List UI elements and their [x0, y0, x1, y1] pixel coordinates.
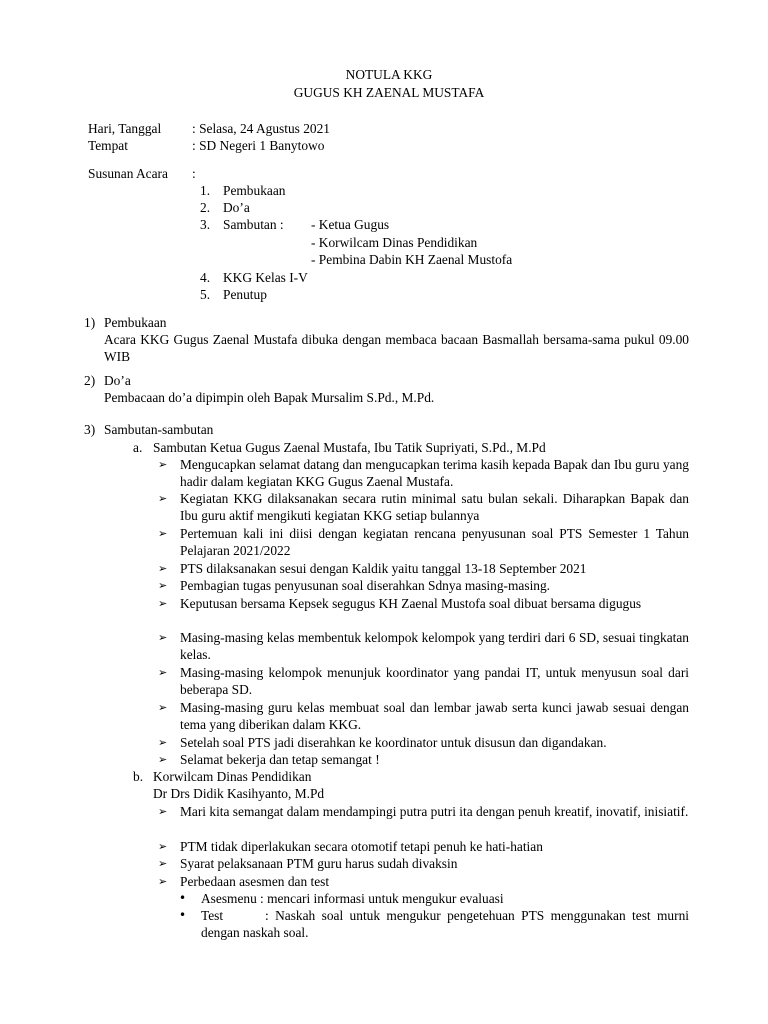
- agenda-item: Do’a: [223, 200, 250, 215]
- list-item: PTS dilaksanakan sesui dengan Kaldik yaitu tanggal 13-18 September 2021: [180, 561, 587, 576]
- section-number: 3): [84, 422, 96, 437]
- arrow-bullet-icon: ➢: [158, 753, 168, 766]
- place-label: Tempat: [88, 138, 128, 153]
- agenda-item: KKG Kelas I-V: [223, 270, 308, 285]
- arrow-bullet-icon: ➢: [158, 805, 168, 818]
- list-item: Pembagian tugas penyusunan soal diserahkan Sdnya masing-masing.: [180, 578, 551, 593]
- agenda-num: 3.: [200, 217, 211, 232]
- arrow-bullet-icon: ➢: [158, 597, 168, 610]
- agenda-item: Sambutan :: [223, 217, 284, 232]
- arrow-bullet-icon: ➢: [158, 527, 168, 540]
- day-value: : Selasa, 24 Agustus 2021: [192, 121, 330, 136]
- list-item: Selamat bekerja dan tetap semangat !: [180, 752, 380, 767]
- place-value: : SD Negeri 1 Banytowo: [192, 138, 325, 153]
- arrow-bullet-icon: ➢: [158, 857, 168, 870]
- section-heading: Sambutan-sambutan: [104, 422, 214, 437]
- agenda-item: Pembukaan: [223, 183, 286, 198]
- agenda-label: Susunan Acara: [88, 166, 168, 181]
- arrow-bullet-icon: ➢: [158, 840, 168, 853]
- list-item: Syarat pelaksanaan PTM guru harus sudah divaksin: [180, 856, 458, 871]
- arrow-bullet-icon: ➢: [158, 631, 168, 644]
- list-item: Masing-masing guru kelas membuat soal dan lembar jawab serta kunci jawab sesuai dengan tema yang diberikan dalam KKG.: [180, 700, 689, 733]
- definition-text: : Naskah soal untuk mengukur pengetehuan PTS menggunakan test murni dengan naskah soal.: [201, 908, 689, 941]
- speaker-name: Dr Drs Didik Kasihyanto, M.Pd: [153, 786, 325, 801]
- arrow-bullet-icon: ➢: [158, 736, 168, 749]
- agenda-colon: :: [192, 166, 196, 181]
- sublist-label: a.: [133, 440, 143, 455]
- day-label: Hari, Tanggal: [88, 121, 162, 136]
- arrow-bullet-icon: ➢: [158, 666, 168, 679]
- list-item: Pertemuan kali ini diisi dengan kegiatan rencana penyusunan soal PTS Semester 1 Tahun Pelajaran 2021/2022: [180, 526, 689, 559]
- sublist-label: b.: [133, 769, 144, 784]
- speaker-item: - Ketua Gugus: [311, 217, 390, 232]
- section-number: 1): [84, 315, 96, 330]
- section-body: Pembacaan do’a dipimpin oleh Bapak Mursalim S.Pd., M.Pd.: [104, 390, 435, 405]
- document-title: NOTULA KKG: [345, 67, 433, 82]
- list-item: Setelah soal PTS jadi diserahkan ke koordinator untuk disusun dan digandakan.: [180, 735, 607, 750]
- section-heading: Pembukaan: [104, 315, 167, 330]
- list-item: Keputusan bersama Kepsek segugus KH Zaenal Mustofa soal dibuat bersama digugus: [180, 596, 642, 611]
- agenda-num: 1.: [200, 183, 211, 198]
- agenda-item: Penutup: [223, 287, 267, 302]
- arrow-bullet-icon: ➢: [158, 492, 168, 505]
- section-heading: Do’a: [104, 373, 131, 388]
- sublist-heading: Korwilcam Dinas Pendidikan: [153, 769, 312, 784]
- agenda-num: 4.: [200, 270, 211, 285]
- agenda-num: 5.: [200, 287, 211, 302]
- sublist-heading: Sambutan Ketua Gugus Zaenal Mustafa, Ibu Tatik Supriyati, S.Pd., M.Pd: [153, 440, 546, 455]
- document-subtitle: GUGUS KH ZAENAL MUSTAFA: [293, 85, 485, 100]
- arrow-bullet-icon: ➢: [158, 579, 168, 592]
- arrow-bullet-icon: ➢: [158, 458, 168, 471]
- speaker-item: - Pembina Dabin KH Zaenal Mustofa: [311, 252, 513, 267]
- bullet-dot-icon: •: [179, 908, 187, 922]
- arrow-bullet-icon: ➢: [158, 875, 168, 888]
- list-item: Perbedaan asesmen dan test: [180, 874, 330, 889]
- definition-term: Test: [201, 908, 224, 923]
- list-item: Kegiatan KKG dilaksanakan secara rutin minimal satu bulan sekali. Diharapkan Bapak dan Ibu guru aktif mengikuti kegiatan KKG setiap bulannya: [180, 491, 689, 524]
- arrow-bullet-icon: ➢: [158, 562, 168, 575]
- list-item: Mari kita semangat dalam mendampingi putra putri ita dengan penuh kreatif, inovatif, inisiatif.: [180, 804, 689, 819]
- list-item: Masing-masing kelompok menunjuk koordinator yang pandai IT, untuk menyusun soal dari beberapa SD.: [180, 665, 689, 698]
- agenda-num: 2.: [200, 200, 211, 215]
- list-item: Mengucapkan selamat datang dan mengucapkan terima kasih kepada Bapak dan Ibu guru yang hadir dalam kegiatan KKG Gugus Zaenal Mustafa.: [180, 457, 689, 490]
- definition-term: Asesmenu: [201, 891, 257, 906]
- list-item: Masing-masing kelas membentuk kelompok kelompok yang terdiri dari 6 SD, sesuai tingkatan kelas.: [180, 630, 689, 663]
- definition-text: : mencari informasi untuk mengukur evaluasi: [260, 891, 504, 906]
- section-number: 2): [84, 373, 96, 388]
- bullet-dot-icon: •: [179, 891, 187, 905]
- section-body: Acara KKG Gugus Zaenal Mustafa dibuka dengan membaca bacaan Basmallah bersama-sama pukul 09.00 WIB: [104, 332, 689, 365]
- speaker-item: - Korwilcam Dinas Pendidikan: [311, 235, 478, 250]
- arrow-bullet-icon: ➢: [158, 701, 168, 714]
- list-item: PTM tidak diperlakukan secara otomotif tetapi penuh ke hati-hatian: [180, 839, 543, 854]
